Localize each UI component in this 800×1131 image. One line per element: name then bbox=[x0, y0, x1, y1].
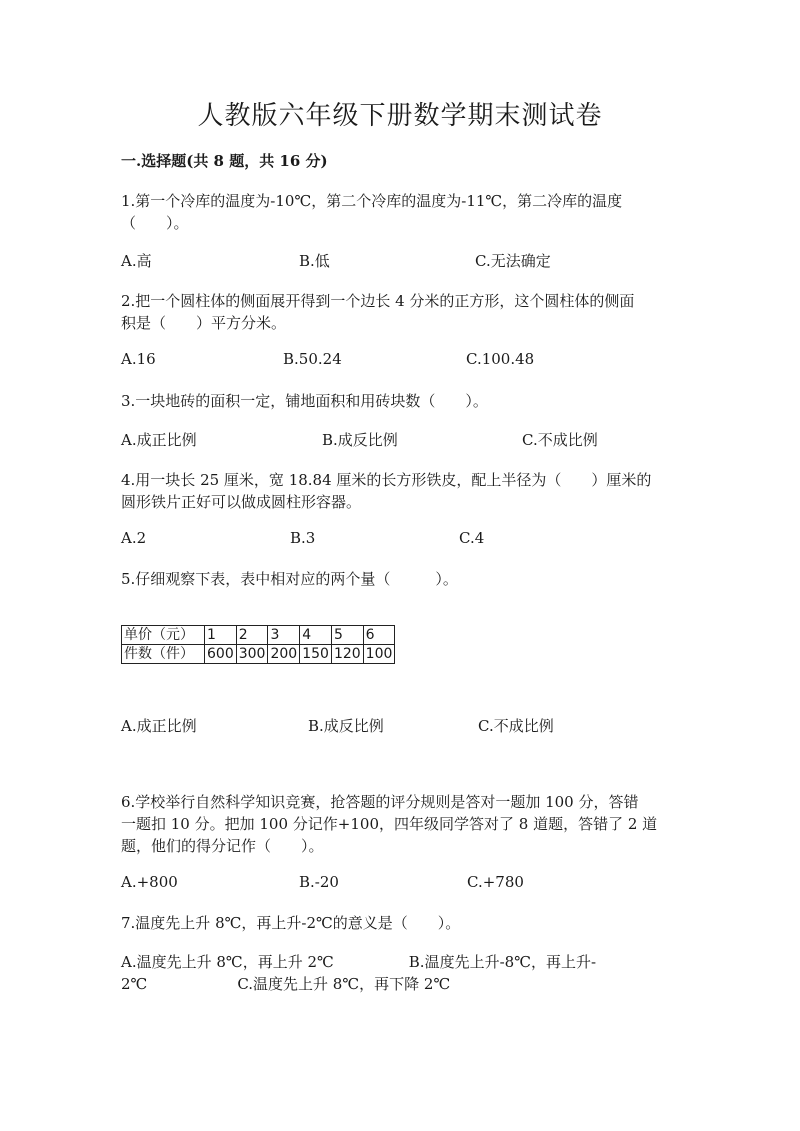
question-5-line-1: 5.仔细观察下表，表中相对应的两个量（ ）。 bbox=[121, 570, 458, 588]
table-cell: 200 bbox=[268, 645, 300, 664]
question-4-option-a: A.2 bbox=[121, 529, 147, 547]
question-6-line-2: 一题扣 10 分。把加 100 分记作+100，四年级同学答对了 8 道题，答错了 2 道 bbox=[121, 815, 658, 833]
question-7-options-line-1: A.温度先上升 8℃，再上升 2℃ B.温度先上升-8℃，再上升- bbox=[121, 953, 597, 971]
table-cell: 5 bbox=[331, 626, 363, 645]
question-4-option-b: B.3 bbox=[290, 529, 316, 547]
table-row bbox=[122, 645, 395, 664]
question-3-line-1: 3.一块地砖的面积一定，铺地面积和用砖块数（ ）。 bbox=[121, 392, 488, 410]
table-cell: 100 bbox=[363, 645, 395, 664]
question-6-line-3: 题，他们的得分记作（ ）。 bbox=[121, 837, 324, 855]
table-cell: 600 bbox=[205, 645, 237, 664]
question-4-line-1: 4.用一块长 25 厘米，宽 18.84 厘米的长方形铁皮，配上半径为（ ）厘米的 bbox=[121, 471, 652, 489]
table-cell: 150 bbox=[300, 645, 332, 664]
question-2-option-c: C.100.48 bbox=[466, 350, 535, 368]
section-heading: 一.选择题(共 8 题，共 16 分) bbox=[121, 152, 328, 170]
page-title: 人教版六年级下册数学期末测试卷 bbox=[197, 101, 603, 131]
table-cell: 2 bbox=[236, 626, 268, 645]
question-5-option-b: B.成反比例 bbox=[308, 717, 384, 735]
question-5-option-c: C.不成比例 bbox=[478, 717, 554, 735]
question-6-line-1: 6.学校举行自然科学知识竞赛，抢答题的评分规则是答对一题加 100 分，答错 bbox=[121, 793, 639, 811]
question-7-line-1: 7.温度先上升 8℃，再上升-2℃的意义是（ ）。 bbox=[121, 914, 461, 932]
question-4-option-c: C.4 bbox=[459, 529, 485, 547]
question-3-option-b: B.成反比例 bbox=[322, 431, 398, 449]
question-3-option-a: A.成正比例 bbox=[121, 431, 197, 449]
question-6-option-b: B.-20 bbox=[299, 873, 339, 891]
question-1-line-2: （ ）。 bbox=[121, 214, 189, 232]
question-4-line-2: 圆形铁片正好可以做成圆柱形容器。 bbox=[121, 493, 362, 511]
question-2-option-b: B.50.24 bbox=[283, 350, 342, 368]
question-5-option-a: A.成正比例 bbox=[121, 717, 197, 735]
question-7-options-line-2: 2℃ C.温度先上升 8℃，再下降 2℃ bbox=[121, 975, 451, 993]
table-cell: 300 bbox=[236, 645, 268, 664]
question-6-option-a: A.+800 bbox=[121, 873, 178, 891]
question-2-line-1: 2.把一个圆柱体的侧面展开得到一个边长 4 分米的正方形，这个圆柱体的侧面 bbox=[121, 292, 635, 310]
question-2-option-a: A.16 bbox=[121, 350, 156, 368]
table-cell: 120 bbox=[331, 645, 363, 664]
table-cell: 4 bbox=[300, 626, 332, 645]
table-cell: 3 bbox=[268, 626, 300, 645]
table-cell: 6 bbox=[363, 626, 395, 645]
question-1-option-c: C.无法确定 bbox=[475, 252, 551, 270]
question-3-option-c: C.不成比例 bbox=[522, 431, 598, 449]
table-header-cell: 单价（元） bbox=[122, 626, 205, 645]
question-2-line-2: 积是（ ）平方分米。 bbox=[121, 314, 287, 332]
table-row bbox=[122, 626, 395, 645]
price-quantity-table bbox=[121, 625, 395, 664]
question-1-option-a: A.高 bbox=[121, 252, 152, 270]
question-1-option-b: B.低 bbox=[299, 252, 330, 270]
question-6-option-c: C.+780 bbox=[467, 873, 524, 891]
table-cell: 1 bbox=[205, 626, 237, 645]
table-header-cell: 件数（件） bbox=[122, 645, 205, 664]
question-1-line-1: 1.第一个冷库的温度为-10℃，第二个冷库的温度为-11℃，第二冷库的温度 bbox=[121, 192, 623, 210]
